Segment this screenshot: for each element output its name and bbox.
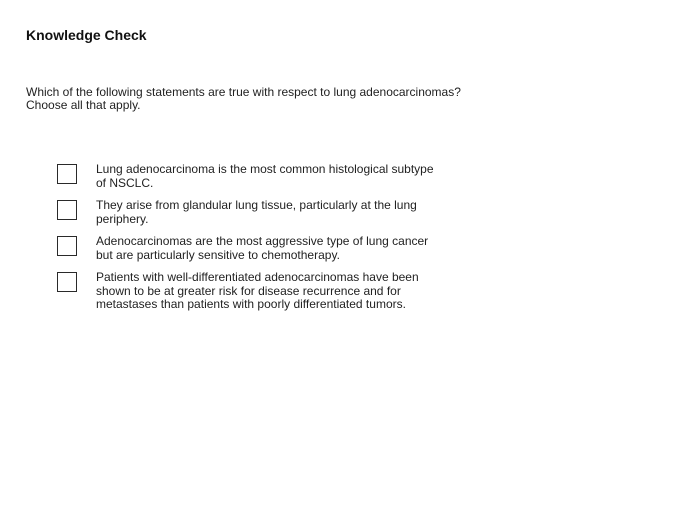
checkbox-unchecked-icon[interactable] bbox=[57, 272, 77, 292]
checkbox-unchecked-icon[interactable] bbox=[57, 236, 77, 256]
answer-option-1[interactable] bbox=[57, 163, 477, 199]
answer-option-label: Adenocarcinomas are the most aggressive type of lung cancer but are particularly sensitive to chemotherapy. bbox=[96, 234, 429, 262]
answer-option-label: Lung adenocarcinoma is the most common histological subtype of NSCLC. bbox=[96, 162, 434, 190]
answer-option-4[interactable] bbox=[57, 271, 477, 321]
page-title: Knowledge Check bbox=[26, 27, 147, 43]
answer-options bbox=[57, 163, 477, 321]
answer-option-3[interactable] bbox=[57, 235, 477, 271]
answer-option-2[interactable] bbox=[57, 199, 477, 235]
answer-option-label: They arise from glandular lung tissue, particularly at the lung periphery. bbox=[96, 198, 417, 226]
question-prompt bbox=[26, 86, 546, 112]
checkbox-unchecked-icon[interactable] bbox=[57, 164, 77, 184]
checkbox-unchecked-icon[interactable] bbox=[57, 200, 77, 220]
answer-option-label: Patients with well-differentiated adenocarcinomas have been shown to be at greater risk for disease recurrence and for metastases than patients with poorly differentiated tumors. bbox=[96, 270, 419, 311]
question-text: Which of the following statements are true with respect to lung adenocarcinomas? bbox=[26, 85, 461, 99]
question-instruction: Choose all that apply. bbox=[26, 98, 141, 112]
